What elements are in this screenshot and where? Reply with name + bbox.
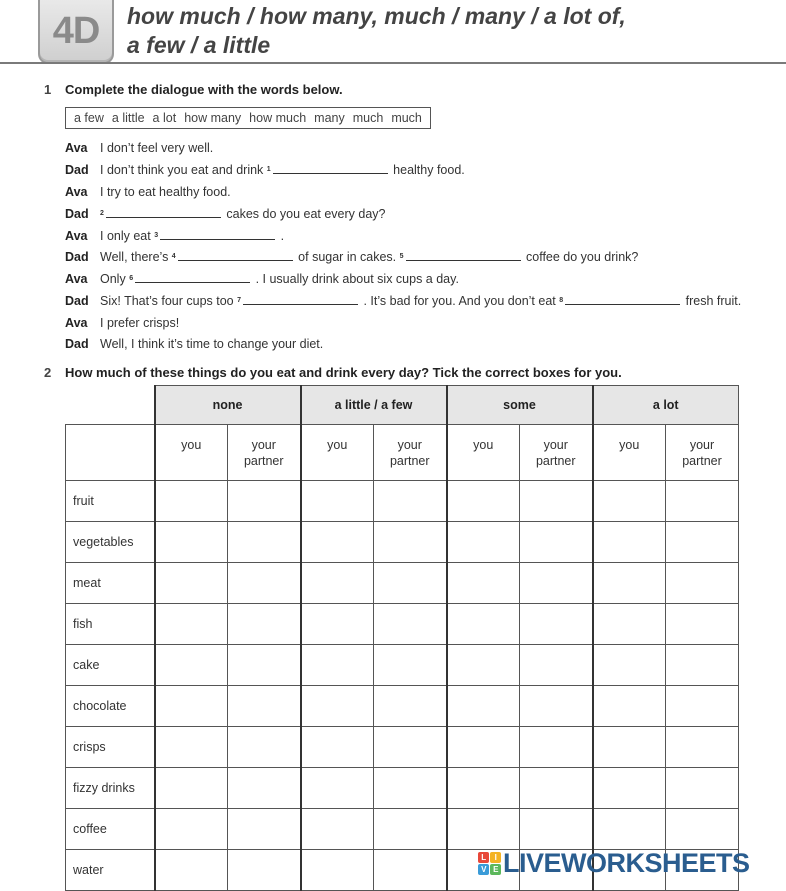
subheader-partner: partner bbox=[389, 454, 430, 468]
table-corner bbox=[66, 386, 155, 425]
subheader-you: you bbox=[155, 425, 228, 481]
tick-box[interactable] bbox=[374, 686, 447, 727]
food-label: meat bbox=[66, 563, 155, 604]
gap-number: 1 bbox=[266, 166, 271, 173]
word-option: a few bbox=[74, 111, 104, 125]
tick-box[interactable] bbox=[666, 645, 739, 686]
dialogue-text: I only eat bbox=[100, 229, 155, 243]
dialogue-text: I don’t think you eat and drink bbox=[100, 163, 267, 177]
food-label: vegetables bbox=[66, 522, 155, 563]
food-label: fruit bbox=[66, 481, 155, 522]
tick-box[interactable] bbox=[520, 686, 593, 727]
tick-box[interactable] bbox=[447, 768, 520, 809]
tick-box[interactable] bbox=[228, 686, 301, 727]
speaker-name: Ava bbox=[65, 316, 88, 330]
word-option: how many bbox=[184, 111, 242, 125]
answer-blank[interactable] bbox=[106, 205, 221, 218]
subheader-you: you bbox=[301, 425, 374, 481]
tick-box[interactable] bbox=[447, 809, 520, 850]
dialogue-line bbox=[65, 139, 213, 157]
word-option: many bbox=[314, 111, 345, 125]
food-label: water bbox=[66, 850, 155, 891]
table-row bbox=[66, 686, 739, 727]
gap-number: 4 bbox=[171, 253, 176, 260]
logo-letter: I bbox=[490, 852, 501, 863]
tick-box[interactable] bbox=[155, 727, 228, 768]
food-label: crisps bbox=[66, 727, 155, 768]
dialogue-line bbox=[65, 335, 323, 353]
food-label: fish bbox=[66, 604, 155, 645]
tick-box[interactable] bbox=[447, 727, 520, 768]
speaker-name: Dad bbox=[65, 163, 89, 177]
group-header-a-lot: a lot bbox=[593, 386, 739, 425]
dialogue-text: fresh fruit. bbox=[682, 294, 742, 308]
tick-box[interactable] bbox=[155, 686, 228, 727]
gap-number: 5 bbox=[399, 253, 404, 260]
dialogue-text: . It’s bad for you. And you don’t eat bbox=[360, 294, 560, 308]
table-row bbox=[66, 604, 739, 645]
dialogue-text: I try to eat healthy food. bbox=[100, 185, 231, 199]
dialogue-text: I don’t feel very well. bbox=[100, 141, 214, 155]
tick-box[interactable] bbox=[593, 563, 666, 604]
tick-box[interactable] bbox=[301, 604, 374, 645]
speaker-name: Dad bbox=[65, 207, 89, 221]
dialogue-text: Only bbox=[100, 272, 130, 286]
answer-blank[interactable] bbox=[273, 161, 388, 174]
speaker-name: Ava bbox=[65, 185, 88, 199]
answer-blank[interactable] bbox=[406, 248, 521, 261]
table-row bbox=[66, 563, 739, 604]
tick-box[interactable] bbox=[666, 604, 739, 645]
tick-box[interactable] bbox=[447, 481, 520, 522]
tick-box[interactable] bbox=[666, 686, 739, 727]
tick-box[interactable] bbox=[374, 768, 447, 809]
food-label: chocolate bbox=[66, 686, 155, 727]
tick-box[interactable] bbox=[520, 563, 593, 604]
subheader-you: you bbox=[593, 425, 666, 481]
dialogue-line bbox=[65, 314, 179, 332]
food-label: coffee bbox=[66, 809, 155, 850]
subheader-your-partner bbox=[228, 425, 301, 481]
tick-box[interactable] bbox=[155, 481, 228, 522]
gap-number: 6 bbox=[129, 275, 134, 282]
tick-box[interactable] bbox=[155, 522, 228, 563]
gap-number: 8 bbox=[559, 297, 564, 304]
tick-box[interactable] bbox=[374, 645, 447, 686]
tick-box[interactable] bbox=[228, 604, 301, 645]
tick-box[interactable] bbox=[666, 809, 739, 850]
answer-blank[interactable] bbox=[135, 270, 250, 283]
logo-letter: V bbox=[478, 864, 489, 875]
subheader-your: your bbox=[397, 438, 422, 452]
tick-box[interactable] bbox=[155, 563, 228, 604]
speaker-name: Dad bbox=[65, 337, 89, 351]
answer-blank[interactable] bbox=[565, 292, 680, 305]
tick-box[interactable] bbox=[520, 604, 593, 645]
word-box bbox=[65, 107, 431, 129]
liveworksheets-logo bbox=[478, 848, 750, 879]
tick-box[interactable] bbox=[301, 727, 374, 768]
table-row bbox=[66, 809, 739, 850]
tick-box[interactable] bbox=[155, 604, 228, 645]
group-header-a-little-a-few: a little / a few bbox=[301, 386, 447, 425]
tick-box[interactable] bbox=[666, 481, 739, 522]
subheader-your-partner bbox=[520, 425, 593, 481]
tick-box[interactable] bbox=[593, 727, 666, 768]
word-option: much bbox=[391, 111, 422, 125]
tick-box[interactable] bbox=[228, 727, 301, 768]
tick-box[interactable] bbox=[228, 850, 301, 891]
tick-box[interactable] bbox=[374, 563, 447, 604]
dialogue-text: coffee do you drink? bbox=[522, 250, 639, 264]
tick-box[interactable] bbox=[666, 727, 739, 768]
gap-number: 7 bbox=[237, 297, 242, 304]
dialogue-text: of sugar in cakes. bbox=[294, 250, 400, 264]
tick-box[interactable] bbox=[301, 563, 374, 604]
speaker-name: Ava bbox=[65, 272, 88, 286]
subheader-you: you bbox=[447, 425, 520, 481]
tick-box[interactable] bbox=[520, 768, 593, 809]
tick-box[interactable] bbox=[520, 727, 593, 768]
table-row bbox=[66, 768, 739, 809]
exercise-1-number: 1 bbox=[44, 82, 52, 97]
dialogue-text: . bbox=[277, 229, 285, 243]
answer-blank[interactable] bbox=[178, 248, 293, 261]
tick-box[interactable] bbox=[593, 645, 666, 686]
tick-box[interactable] bbox=[593, 604, 666, 645]
exercise-2-number: 2 bbox=[44, 365, 52, 380]
subheader-partner: partner bbox=[682, 454, 722, 468]
tick-box[interactable] bbox=[666, 563, 739, 604]
speaker-name: Ava bbox=[65, 141, 88, 155]
tick-box[interactable] bbox=[228, 563, 301, 604]
dialogue-text: Six! That’s four cups too bbox=[100, 294, 238, 308]
tick-box[interactable] bbox=[228, 809, 301, 850]
tick-box[interactable] bbox=[374, 850, 447, 891]
tick-box[interactable] bbox=[593, 686, 666, 727]
unit-badge: 4D bbox=[38, 0, 114, 64]
tick-box[interactable] bbox=[374, 522, 447, 563]
tick-box[interactable] bbox=[447, 563, 520, 604]
tick-box[interactable] bbox=[301, 522, 374, 563]
tick-box[interactable] bbox=[301, 850, 374, 891]
tick-box[interactable] bbox=[374, 481, 447, 522]
subheader-your: your bbox=[543, 438, 568, 452]
logo-letter: E bbox=[490, 864, 501, 875]
tick-box[interactable] bbox=[447, 686, 520, 727]
tick-box[interactable] bbox=[228, 768, 301, 809]
logo-text: LIVEWORKSHEETS bbox=[503, 848, 750, 878]
tick-box[interactable] bbox=[228, 645, 301, 686]
tick-box[interactable] bbox=[520, 481, 593, 522]
group-header-none: none bbox=[155, 386, 301, 425]
tick-box[interactable] bbox=[666, 768, 739, 809]
dialogue-text: healthy food. bbox=[389, 163, 465, 177]
dialogue-line bbox=[65, 292, 741, 310]
tick-box[interactable] bbox=[155, 850, 228, 891]
tick-box[interactable] bbox=[374, 809, 447, 850]
tick-box[interactable] bbox=[155, 768, 228, 809]
gap-number: 3 bbox=[154, 232, 159, 239]
gap-number: 2 bbox=[100, 210, 104, 217]
tick-box[interactable] bbox=[593, 481, 666, 522]
word-option: a little bbox=[111, 111, 145, 125]
tick-box[interactable] bbox=[228, 522, 301, 563]
logo-letter: L bbox=[478, 852, 489, 863]
tick-box[interactable] bbox=[447, 604, 520, 645]
answer-blank[interactable] bbox=[243, 292, 358, 305]
tick-box[interactable] bbox=[520, 809, 593, 850]
tick-box[interactable] bbox=[447, 522, 520, 563]
tick-box[interactable] bbox=[593, 809, 666, 850]
answer-blank[interactable] bbox=[160, 227, 275, 240]
tick-box[interactable] bbox=[447, 645, 520, 686]
dialogue-line bbox=[65, 205, 386, 223]
tick-box[interactable] bbox=[301, 481, 374, 522]
tick-box[interactable] bbox=[520, 645, 593, 686]
tick-box[interactable] bbox=[301, 645, 374, 686]
dialogue-line bbox=[65, 161, 465, 179]
header-rule bbox=[0, 62, 786, 64]
tick-box[interactable] bbox=[228, 481, 301, 522]
title-line-1: how much / how many, much / many / a lot of, bbox=[127, 3, 626, 29]
table-row bbox=[66, 522, 739, 563]
word-option: how much bbox=[249, 111, 307, 125]
dialogue-text: Well, I think it’s time to change your diet. bbox=[100, 337, 324, 351]
subheader-your: your bbox=[251, 438, 276, 452]
speaker-name: Dad bbox=[65, 250, 89, 264]
page-title bbox=[127, 2, 626, 60]
dialogue-line bbox=[65, 183, 231, 201]
dialogue-text: . I usually drink about six cups a day. bbox=[252, 272, 459, 286]
tick-box[interactable] bbox=[301, 809, 374, 850]
subheader-partner: partner bbox=[535, 454, 576, 468]
table-row bbox=[66, 727, 739, 768]
dialogue-line bbox=[65, 248, 638, 266]
word-option: much bbox=[352, 111, 384, 125]
dialogue-text: cakes do you eat every day? bbox=[222, 207, 386, 221]
tick-box[interactable] bbox=[374, 604, 447, 645]
subheader-your-partner bbox=[374, 425, 447, 481]
dialogue-line bbox=[65, 270, 459, 288]
tick-box[interactable] bbox=[155, 645, 228, 686]
logo-mark bbox=[478, 852, 501, 875]
table-row bbox=[66, 645, 739, 686]
subheader-your: your bbox=[689, 438, 715, 452]
tick-box[interactable] bbox=[666, 522, 739, 563]
food-frequency-table bbox=[65, 385, 739, 891]
tick-box[interactable] bbox=[301, 768, 374, 809]
subheader-blank bbox=[66, 425, 155, 481]
group-header-some: some bbox=[447, 386, 593, 425]
dialogue-line bbox=[65, 227, 284, 245]
subheader-partner: partner bbox=[243, 454, 284, 468]
exercise-1-instruction: Complete the dialogue with the words below. bbox=[65, 82, 343, 97]
tick-box[interactable] bbox=[593, 768, 666, 809]
title-line-2: a few / a little bbox=[127, 32, 271, 58]
table-row bbox=[66, 481, 739, 522]
exercise-2-instruction: How much of these things do you eat and drink every day? Tick the correct boxes for you. bbox=[65, 365, 622, 380]
tick-box[interactable] bbox=[520, 522, 593, 563]
dialogue-text: Well, there’s bbox=[100, 250, 172, 264]
subheader-your-partner bbox=[666, 425, 739, 481]
tick-box[interactable] bbox=[593, 522, 666, 563]
word-option: a lot bbox=[152, 111, 177, 125]
tick-box[interactable] bbox=[155, 809, 228, 850]
speaker-name: Dad bbox=[65, 294, 89, 308]
speaker-name: Ava bbox=[65, 229, 88, 243]
food-label: fizzy drinks bbox=[66, 768, 155, 809]
food-label: cake bbox=[66, 645, 155, 686]
tick-box[interactable] bbox=[301, 686, 374, 727]
dialogue-text: I prefer crisps! bbox=[100, 316, 180, 330]
tick-box[interactable] bbox=[374, 727, 447, 768]
